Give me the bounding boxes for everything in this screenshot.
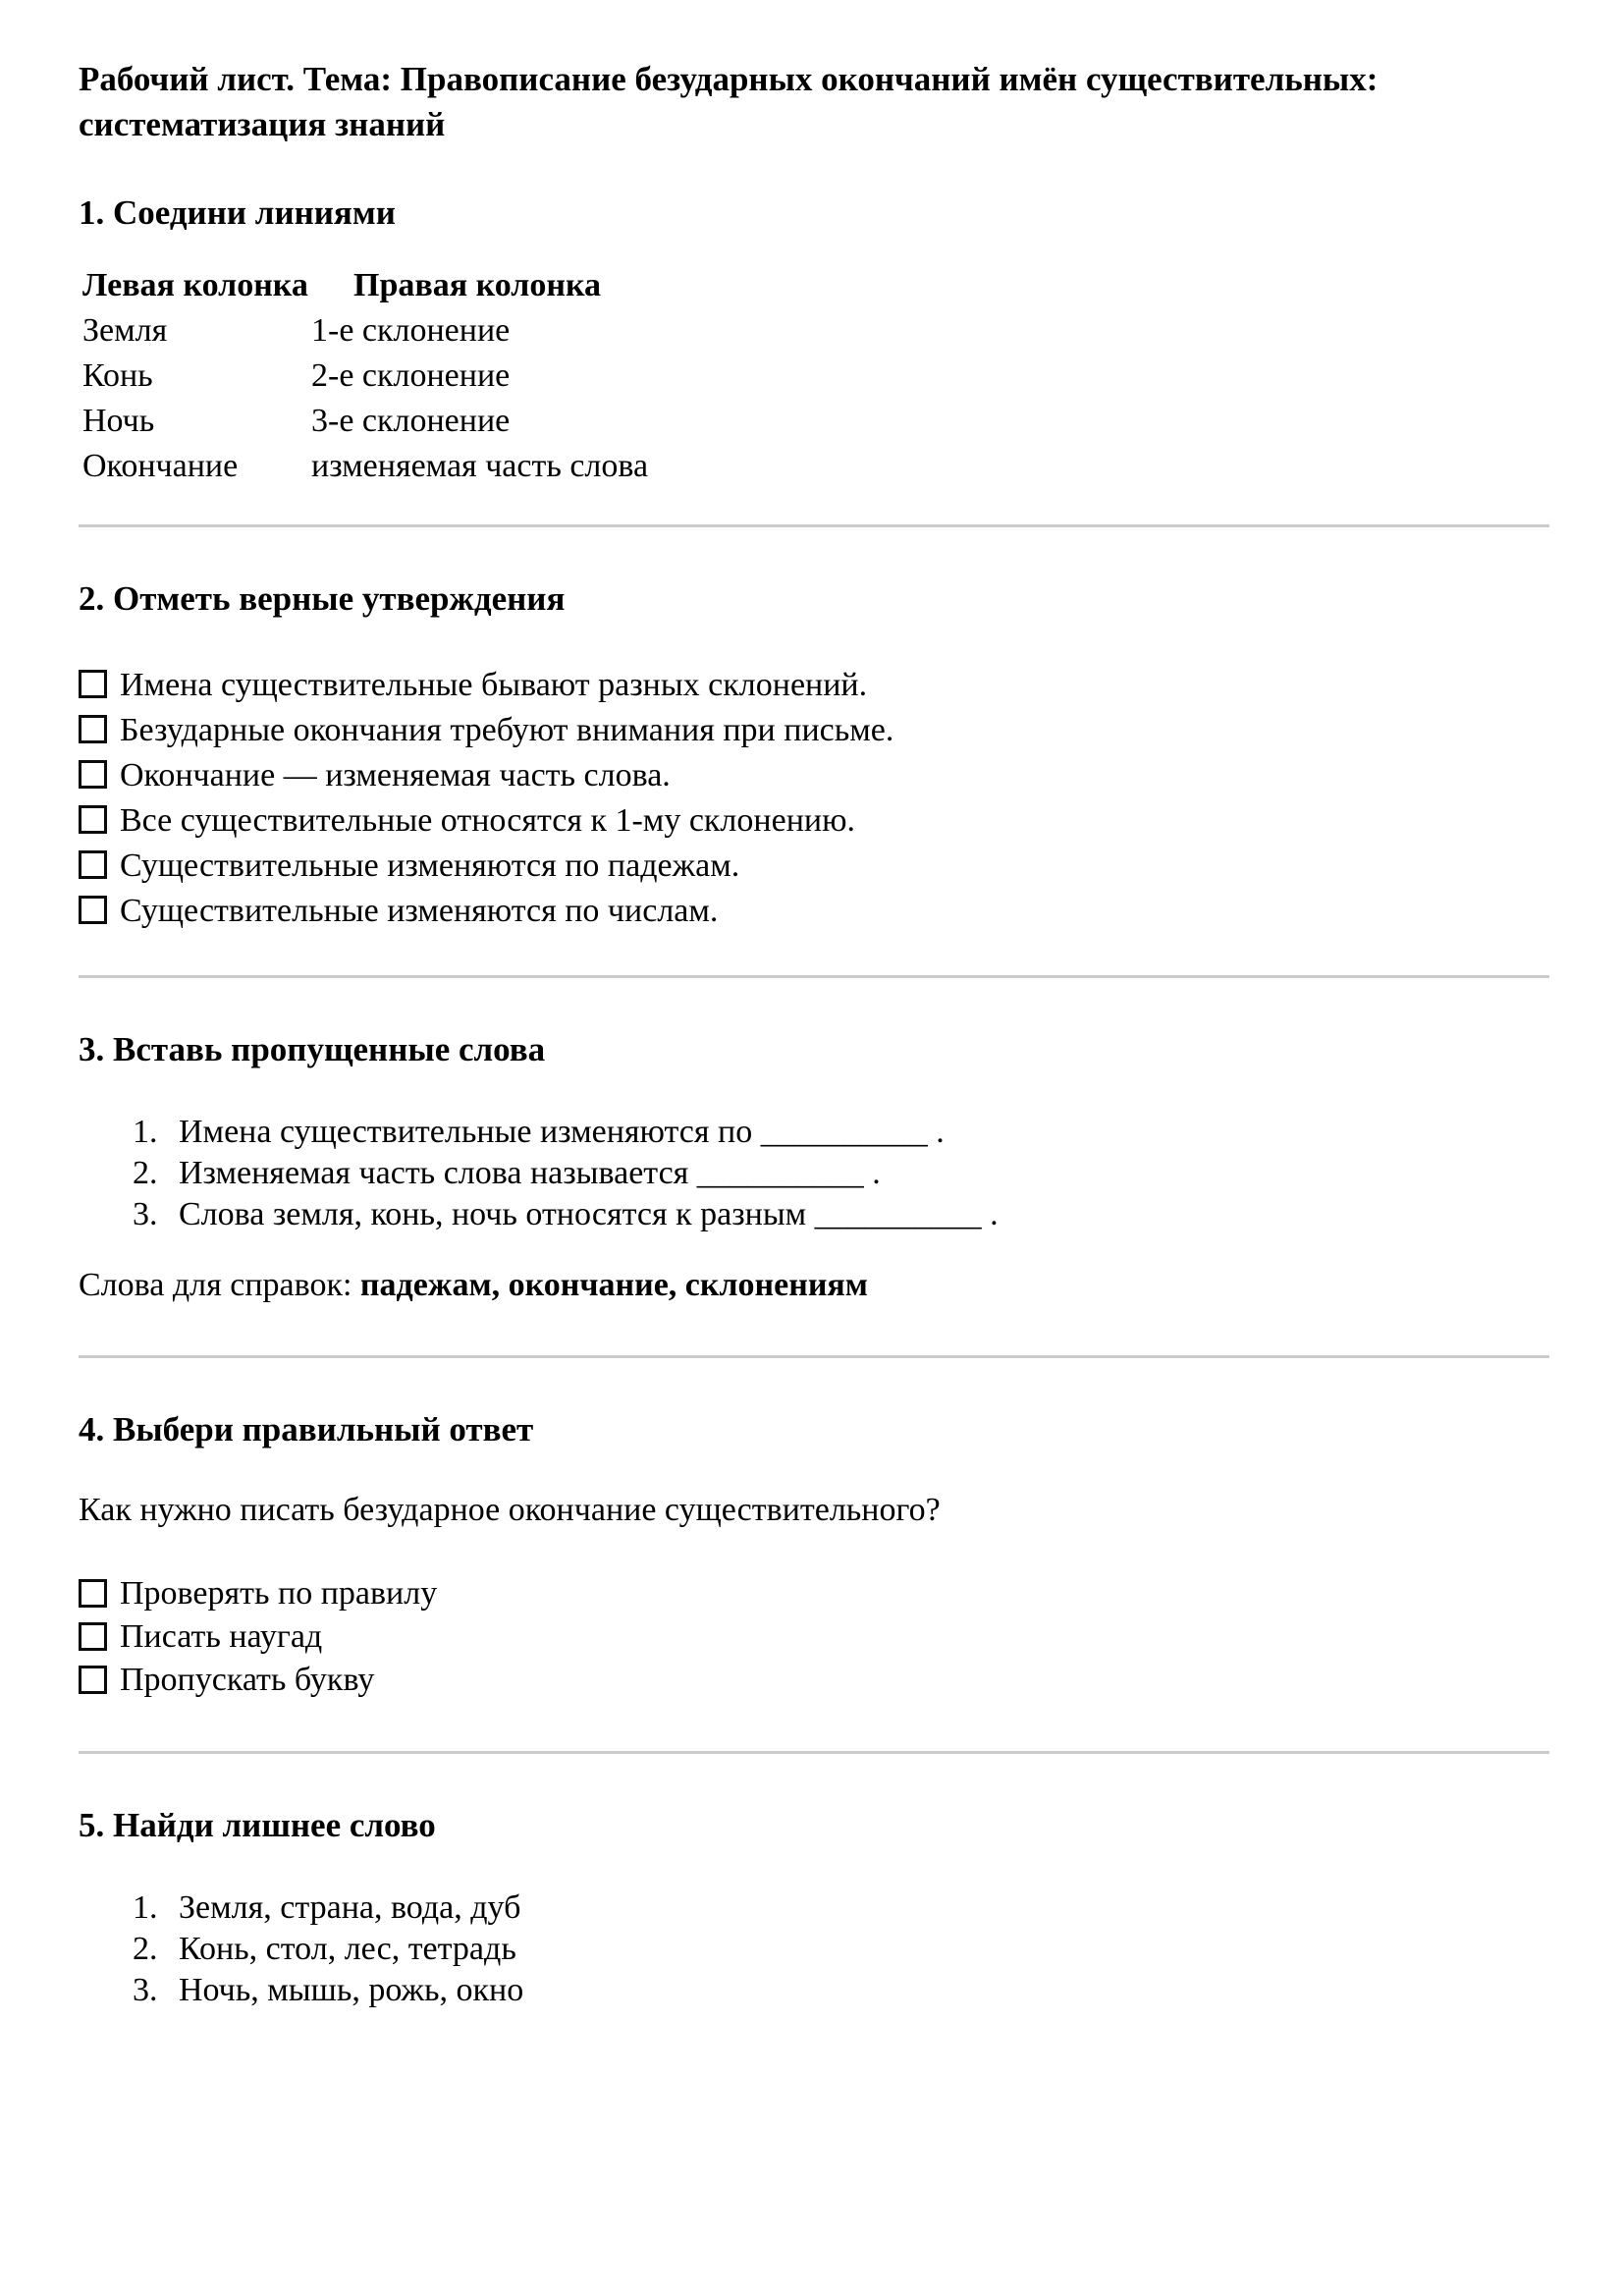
table-row (82, 354, 1549, 399)
section-divider (79, 1355, 1549, 1358)
checkbox-icon[interactable] (79, 1666, 107, 1694)
statements-checklist (79, 663, 1549, 934)
checkbox-label: Существительные изменяются по падежам. (120, 847, 740, 884)
table-cell-left: Конь (82, 357, 153, 394)
checkbox-icon[interactable] (79, 760, 107, 789)
fill-in-item (79, 1112, 1549, 1153)
item-text: Земля, страна, вода, дуб (179, 1889, 521, 1926)
checkbox-option (79, 889, 1549, 934)
table-row (82, 399, 1549, 444)
matching-table (82, 263, 1549, 489)
page-title: Рабочий лист. Тема: Правописание безударных окончаний имён существительных: систематизация знаний (79, 60, 1379, 143)
item-number: 2. (133, 1931, 158, 1967)
table-header-left: Левая колонка (82, 267, 308, 303)
table-row (82, 444, 1549, 489)
item-number: 1. (133, 1889, 158, 1926)
section-divider (79, 1751, 1549, 1754)
table-header-right: Правая колонка (353, 267, 602, 303)
checkbox-icon[interactable] (79, 805, 107, 834)
checkbox-option (79, 844, 1549, 889)
section-3-heading: 3. Вставь пропущенные слова (79, 1030, 546, 1068)
word-row (79, 1887, 1549, 1929)
checkbox-label: Проверять по правилу (120, 1575, 438, 1612)
checkbox-label: Все существительные относятся к 1-му склонению. (120, 802, 855, 839)
checkbox-icon[interactable] (79, 715, 107, 743)
item-text: Конь, стол, лес, тетрадь (179, 1931, 516, 1967)
item-number: 1. (133, 1114, 158, 1150)
section-4-heading: 4. Выбери правильный ответ (79, 1410, 534, 1449)
table-cell-left: Ночь (82, 403, 155, 439)
question-text: Как нужно писать безударное окончание существительного? (79, 1492, 941, 1528)
table-cell-right: 3-е склонение (311, 403, 511, 439)
reference-words-label: Слова для справок: (79, 1267, 360, 1303)
checkbox-option (79, 753, 1549, 798)
checkbox-icon[interactable] (79, 1579, 107, 1608)
word-row (79, 1929, 1549, 1970)
reference-words: падежам, окончание, склонениям (359, 1267, 868, 1303)
item-text: Имена существительные изменяются по __________ . (179, 1114, 945, 1150)
item-number: 3. (133, 1972, 158, 2008)
word-row (79, 1970, 1549, 2011)
checkbox-label: Писать наугад (120, 1618, 323, 1655)
answers-checklist (79, 1572, 1549, 1702)
checkbox-icon[interactable] (79, 1622, 107, 1651)
item-text: Изменяемая часть слова называется __________ . (179, 1155, 881, 1191)
fill-in-item (79, 1153, 1549, 1194)
checkbox-label: Окончание — изменяемая часть слова. (120, 757, 671, 793)
fill-in-blanks-list (79, 1112, 1549, 1235)
checkbox-icon[interactable] (79, 850, 107, 879)
section-2-heading: 2. Отметь верные утверждения (79, 579, 566, 618)
checkbox-option (79, 798, 1549, 844)
checkbox-label: Имена существительные бывают разных склонений. (120, 667, 868, 703)
fill-in-item (79, 1194, 1549, 1235)
table-cell-left: Окончание (82, 448, 239, 484)
checkbox-label: Безударные окончания требуют внимания при письме. (120, 712, 894, 748)
section-1-heading: 1. Соедини линиями (79, 193, 396, 232)
checkbox-option (79, 663, 1549, 708)
item-number: 2. (133, 1155, 158, 1191)
checkbox-option (79, 1615, 1549, 1659)
table-cell-right: изменяемая часть слова (311, 448, 649, 484)
checkbox-label: Пропускать букву (120, 1662, 375, 1698)
checkbox-option (79, 708, 1549, 753)
section-5-heading: 5. Найди лишнее слово (79, 1806, 436, 1844)
checkbox-option (79, 1659, 1549, 1702)
item-text: Ночь, мышь, рожь, окно (179, 1972, 524, 2008)
reference-words-line (79, 1263, 1549, 1308)
checkbox-icon[interactable] (79, 670, 107, 698)
table-row (82, 308, 1549, 354)
odd-word-list (79, 1887, 1549, 2011)
table-cell-right: 2-е склонение (311, 357, 511, 394)
checkbox-icon[interactable] (79, 896, 107, 924)
section-divider (79, 524, 1549, 527)
checkbox-label: Существительные изменяются по числам. (120, 893, 719, 929)
item-number: 3. (133, 1196, 158, 1232)
table-cell-right: 1-е склонение (311, 312, 511, 349)
item-text: Слова земля, конь, ночь относятся к разным __________ . (179, 1196, 999, 1232)
checkbox-option (79, 1572, 1549, 1615)
table-header-row (82, 263, 1549, 308)
section-divider (79, 975, 1549, 978)
table-cell-left: Земля (82, 312, 168, 349)
